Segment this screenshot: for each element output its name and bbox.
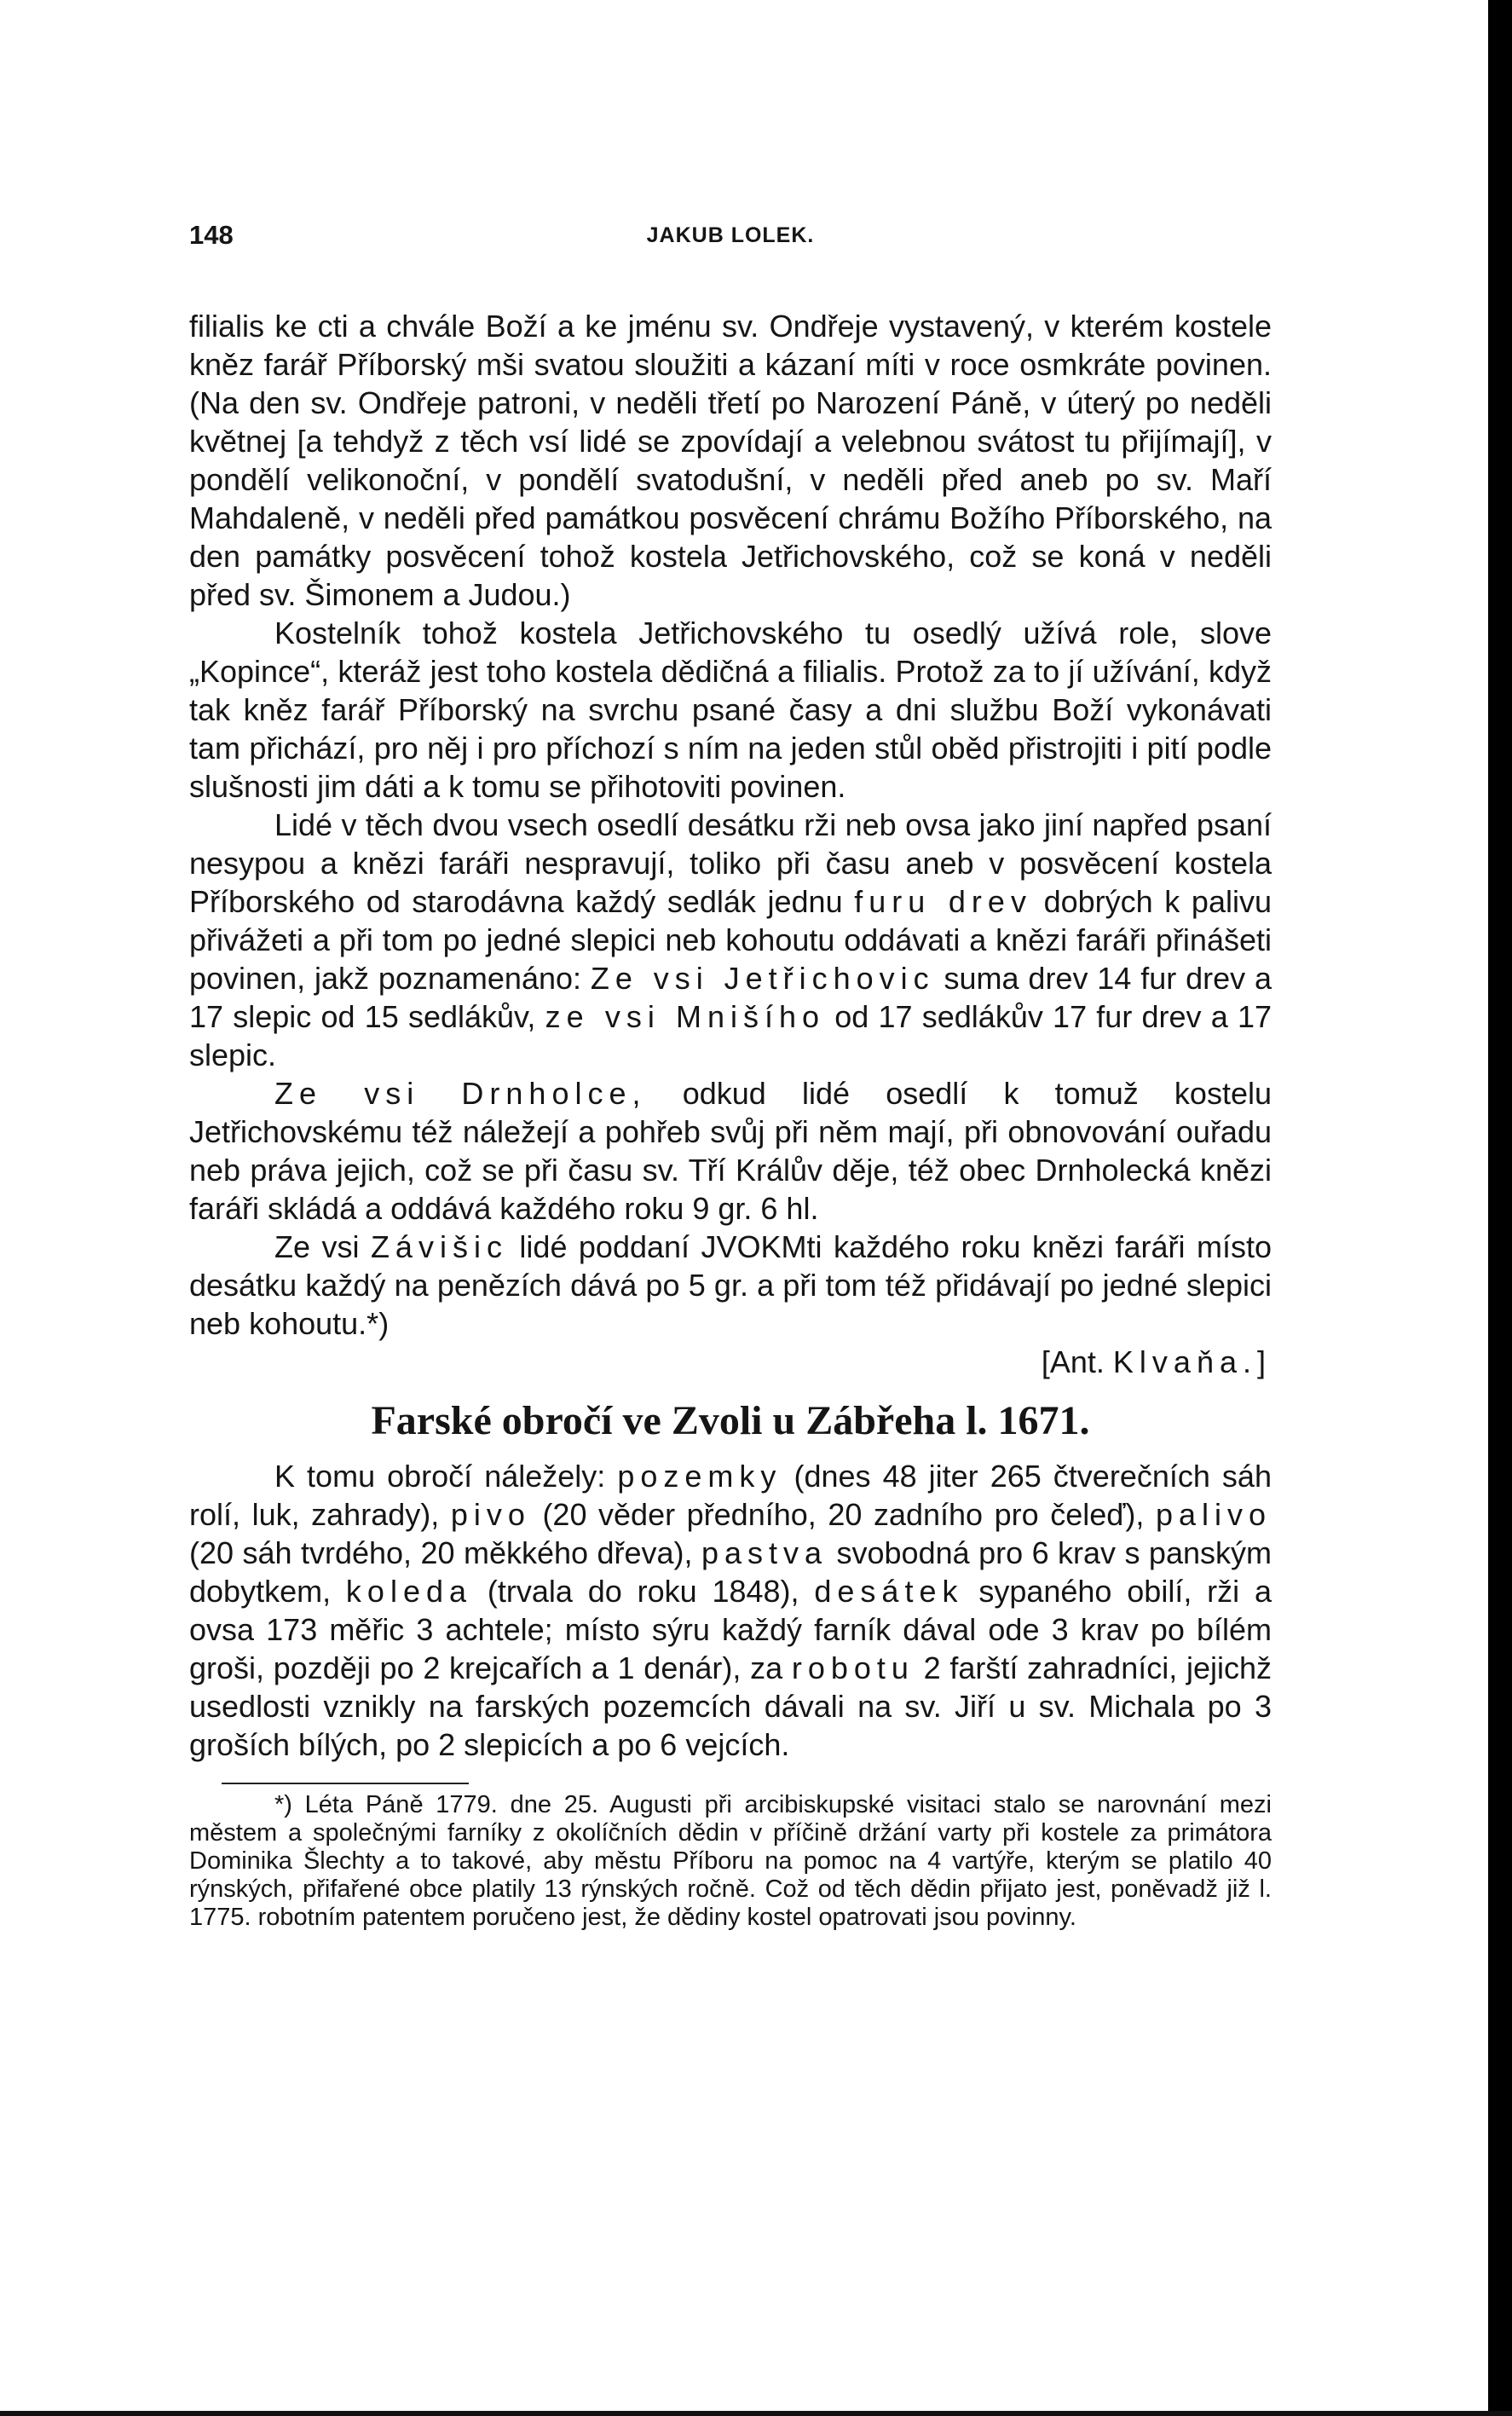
section-text-a: K tomu obročí náležely: xyxy=(274,1459,606,1494)
section-title: Farské obročí ve Zvoli u Zábřeha l. 1671. xyxy=(371,1398,1090,1443)
spaced-pozemky: pozemky xyxy=(617,1459,782,1494)
spaced-jetrichovic: Ze vsi Jetřichovic xyxy=(590,961,935,996)
section-text-e: (20 věder předního, 20 zadního pro čeleď), xyxy=(542,1497,1145,1532)
footnote-divider xyxy=(222,1783,469,1784)
spaced-pivo: pivo xyxy=(450,1497,531,1532)
paragraph-1: filialis ke cti a chvále Boží a ke jménu sv. Ondřeje vystavený, v kterém kostele kněz farář Příborský mši svatou sloužiti a kázaní míti v roce osmkráte povinen. (Na den sv. Ondřeje patroni, v neděli třetí po Narození Páně, v úterý po neděli květnej [a tehdyž z těch vsí lidé se zpovídají a velebnou svátost tu přijímají], v pondělí velikonoční, v pondělí svatodušní, v neděli před aneb po sv. Maří Mahdaleně, v neděli před památkou posvěcení chrámu Božího Příborského, na den památky posvěcení tohož kostela Jetřichovského, což se koná v neděli před sv. Šimonem a Judou.) xyxy=(189,309,1272,612)
paragraph-5 xyxy=(189,1228,1272,1343)
page-header xyxy=(189,213,1272,264)
spaced-palivo: palivo xyxy=(1155,1497,1273,1532)
book-page xyxy=(189,213,1272,1932)
paragraph-5-text-a: Ze vsi xyxy=(274,1229,360,1264)
paragraph-3-text-a: Lidé v těch dvou vsech osedlí desátku rži neb ovsa jako jiní napřed psaní nesypou a knězi faráři nespravují, toliko při času aneb v posvěcení kostela Příborského od starodávna každý sedlák jednu xyxy=(189,807,1272,919)
paragraph-5-text-c: lidé poddaní JVOKMti každého roku knězi faráři místo desátku každý na penězích dává po 5 gr. a při tom též přidávají po jedné slepici neb kohoutu.*) xyxy=(189,1229,1272,1341)
spaced-desatek: desátek xyxy=(814,1574,964,1609)
paragraph-3-text-e: suma drev 14 fur drev a 17 slepic od 15 sedlákův, xyxy=(189,961,1272,1034)
paragraph-4-text-b: odkud lidé osedlí k tomuž kostelu Jetřichovskému též náležejí a pohřeb svůj při něm mají, při obnovování ouřadu neb práva jejich, což se při času sv. Tří Králův děje, též obec Drnholecká knězi faráři skládá a oddává každého roku 9 gr. 6 hl. xyxy=(189,1076,1272,1226)
section-text-c: (dnes 48 jiter 265 čtverečních sáh rolí, luk, zahrady), xyxy=(189,1459,1272,1532)
running-head: JAKUB LOLEK. xyxy=(646,223,815,247)
spaced-zavisic: Závišic xyxy=(370,1229,508,1264)
paragraph-3 xyxy=(189,806,1272,1074)
scan-border-bottom xyxy=(0,2411,1512,2416)
paragraph-2: Kostelník tohož kostela Jetřichovského tu osedlý užívá role, slove „Kopince“, kteráž jest toho kostela dědičná a filialis. Protož za to jí užívání, když tak kněz farář Příborský na svrchu psané časy a dni službu Boží vykonávati tam přichází, pro něj i pro příchozí s ním na jeden stůl oběd přistrojiti i pití podle slušnosti jim dáti a k tomu se přihotoviti povinen. xyxy=(189,616,1272,804)
spaced-robotu: robotu xyxy=(791,1650,915,1685)
footnote xyxy=(189,1791,1272,1932)
attribution-open: [Ant. xyxy=(1041,1344,1105,1379)
spaced-mnisiho: ze vsi Mnišího xyxy=(545,999,826,1034)
section-text-g: (20 sáh tvrdého, 20 měkkého dřeva), xyxy=(189,1535,693,1570)
body-text xyxy=(189,307,1272,1764)
paragraph-3-text-g: od 17 sedlákův 17 fur drev a 17 slepic. xyxy=(189,999,1272,1072)
spaced-pastva: pastva xyxy=(701,1535,828,1570)
spaced-furu-drev: furu drev xyxy=(854,884,1032,919)
scan-border-right xyxy=(1488,0,1512,2416)
spaced-drnholce: Ze vsi Drnholce, xyxy=(274,1076,647,1111)
footnote-text: *) Léta Páně 1779. dne 25. Augusti při arcibiskupské visitaci stalo se narovnání mezi městem a společnými farníky z okolíčních dědin v příčině držání varty při kostele za primátora Dominika Šlechty a to takové, aby městu Příboru na pomoc na 4 vartýře, kterým se platilo 40 rýnských, přifařené obce platily 13 rýnských ročně. Což od těch dědin přijato jest, poněvadž již l. 1775. robotním patentem poručeno jest, že dědiny kostel opatrovati jsou povinny. xyxy=(189,1791,1272,1931)
section-text-o: 2 farští zahradníci, jejichž usedlosti vznikly na farských pozemcích dávali na sv. Jiří u sv. Michala po 3 groších bílých, po 2 slepicích a po 6 vejcích. xyxy=(189,1650,1272,1762)
paragraph-4 xyxy=(189,1074,1272,1228)
section-paragraph-1 xyxy=(189,1457,1272,1764)
author-attribution xyxy=(189,1343,1272,1382)
page-number: 148 xyxy=(189,220,234,250)
section-text-k: (trvala do roku 1848), xyxy=(487,1574,799,1609)
section-text-i: svobodná pro 6 krav s panským dobytkem, xyxy=(189,1535,1272,1609)
spaced-koleda: koleda xyxy=(345,1574,473,1609)
attribution-name: Klvaňa.] xyxy=(1112,1344,1272,1379)
paragraph-3-text-c: dobrých k palivu přivážeti a při tom po jedné slepici neb kohoutu oddávati a knězi faráři přinášeti povinen, jakž poznamenáno: xyxy=(189,884,1272,996)
section-text-m: sypaného obilí, rži a ovsa 173 měřic 3 achtele; místo sýru každý farník dával ode 3 krav po bílém groši, později po 2 krejcařích a 1 denár), za xyxy=(189,1574,1272,1685)
